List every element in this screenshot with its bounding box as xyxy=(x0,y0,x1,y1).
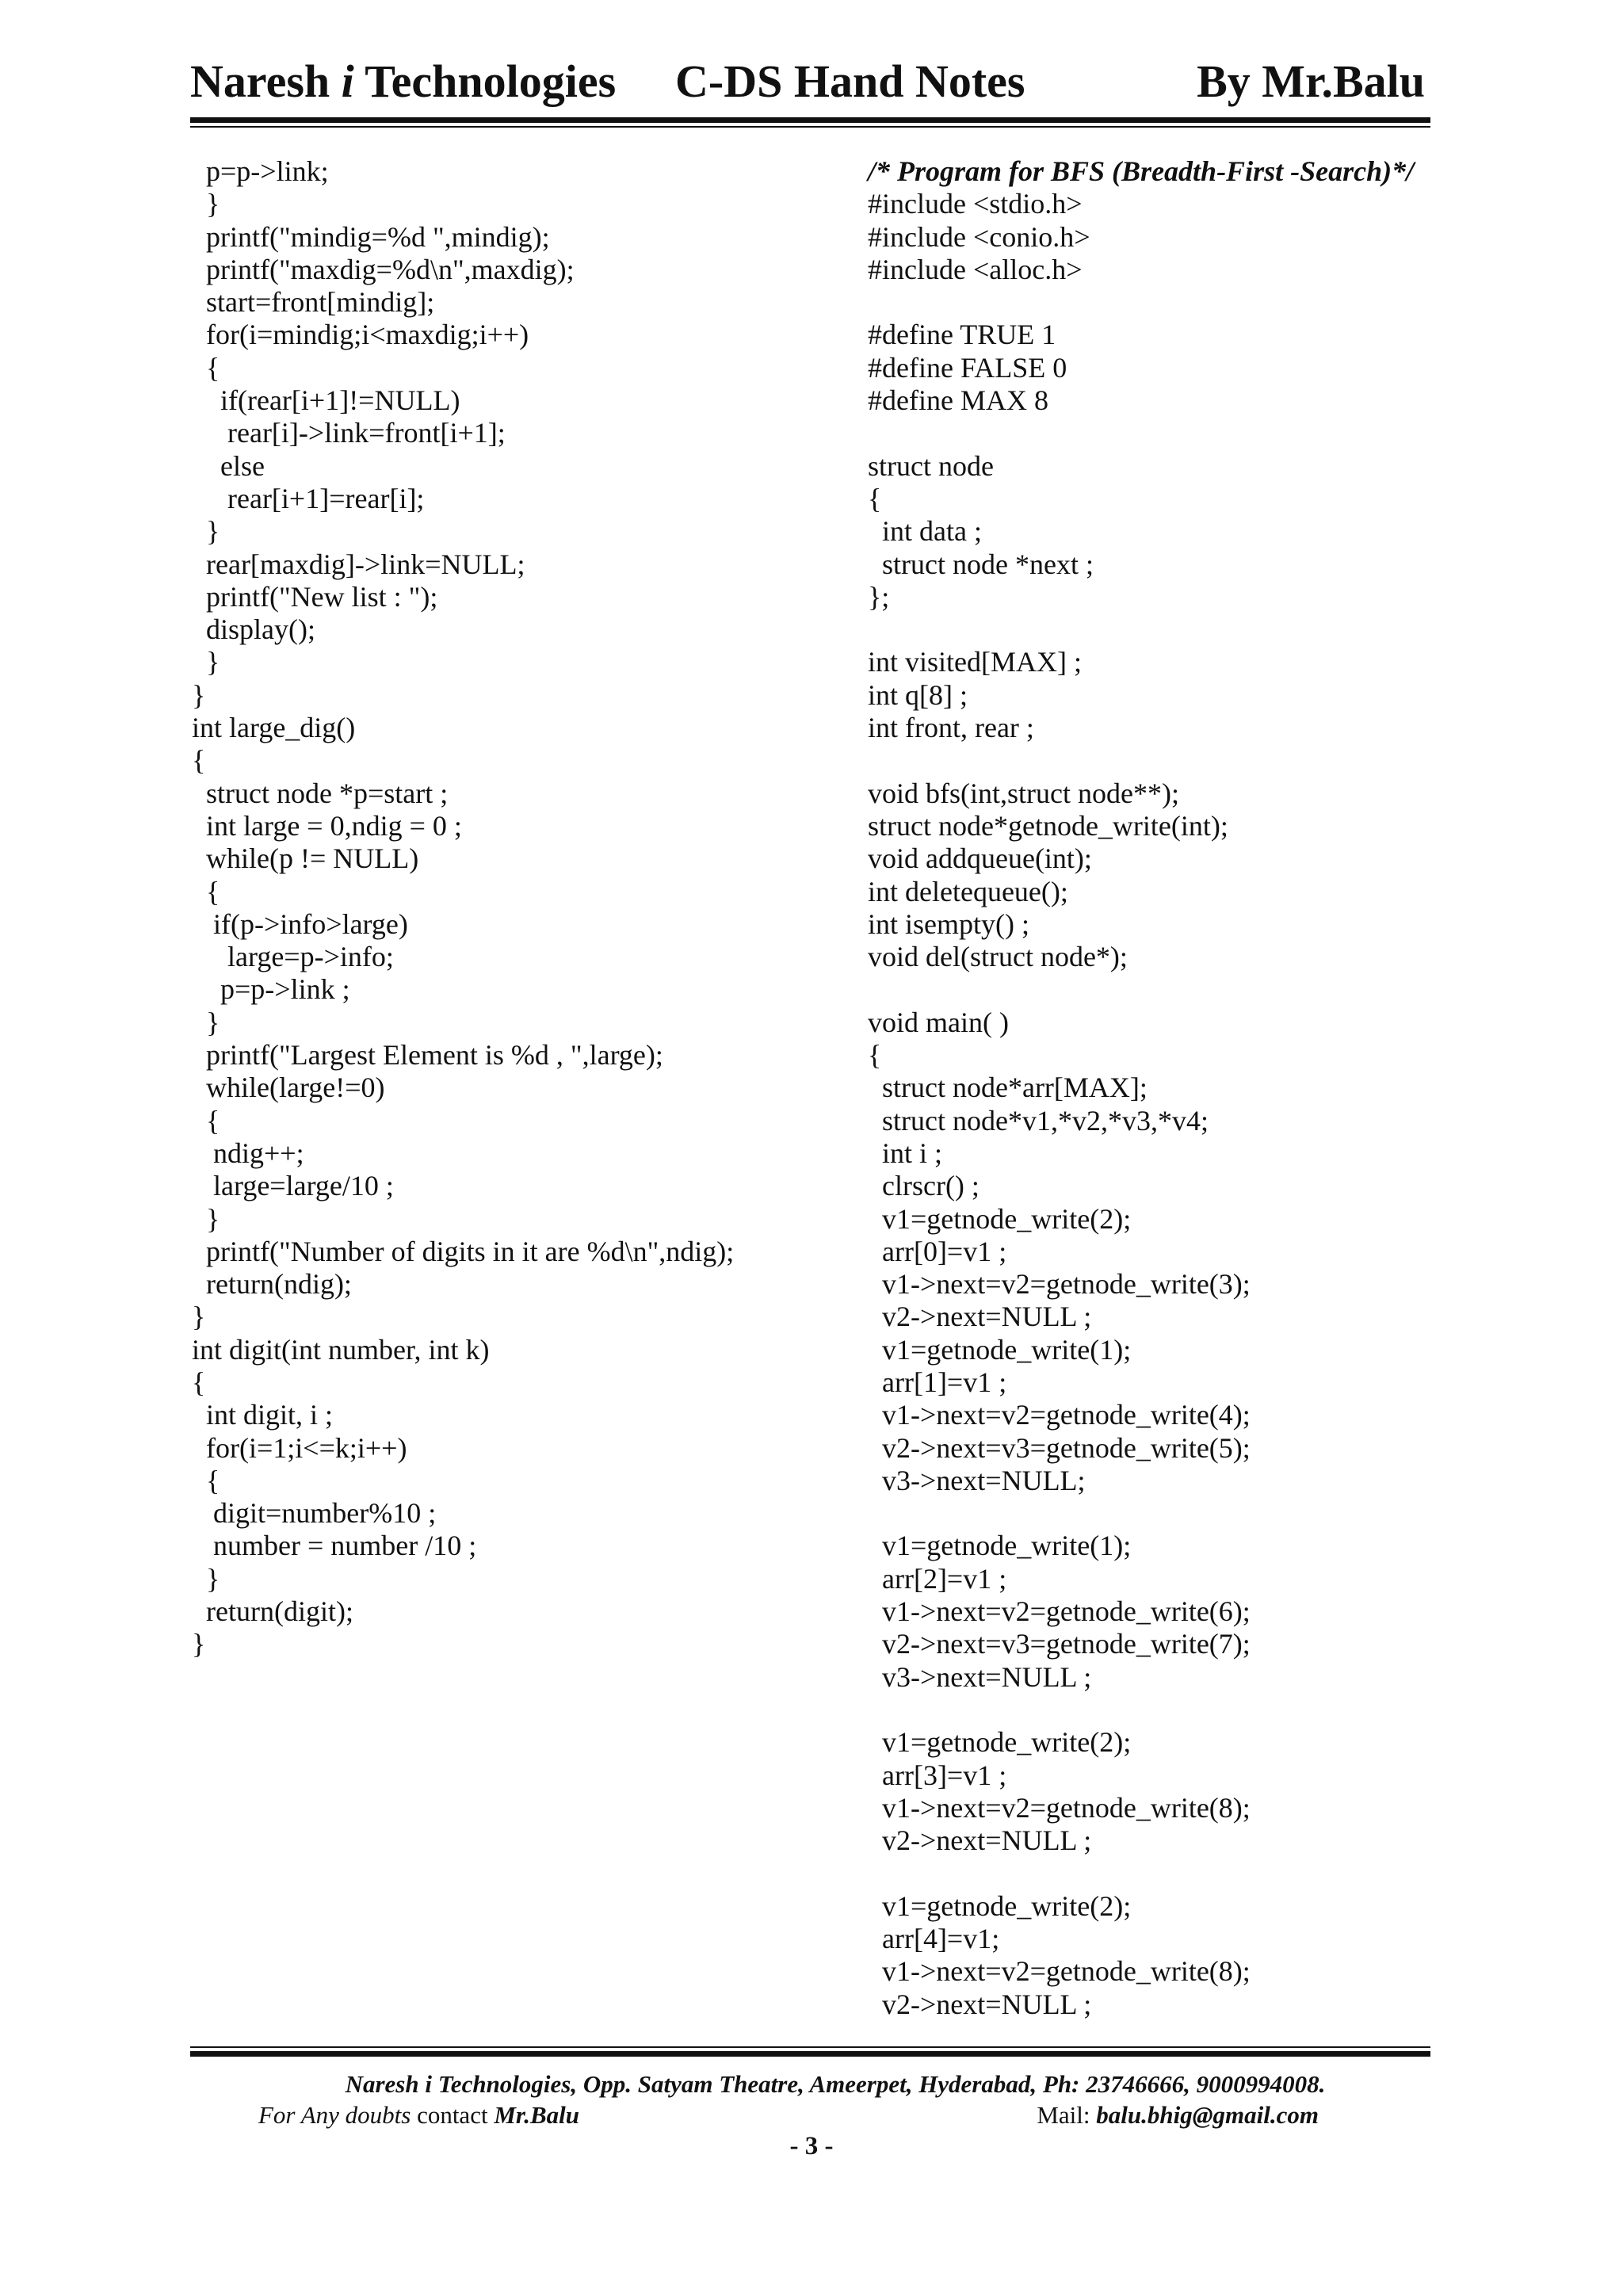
bfs-program-title: /* Program for BFS (Breadth-First -Search)*/ xyxy=(868,155,1415,187)
left-code-line: { xyxy=(192,351,220,384)
left-code-line: } xyxy=(192,678,206,711)
right-code-line xyxy=(868,417,1438,449)
right-code-line: clrscr() ; xyxy=(868,1170,980,1202)
right-code-line xyxy=(868,1857,1438,1889)
left-code-line: } xyxy=(192,188,220,220)
footer-mail: Mail: balu.bhig@gmail.com xyxy=(1037,2101,1319,2129)
right-code-line: v3->next=NULL; xyxy=(868,1464,1086,1496)
right-code-line: v1=getnode_write(2); xyxy=(868,1202,1132,1235)
left-code-line: else xyxy=(192,449,265,482)
left-code-line: digit=number%10 ; xyxy=(192,1497,437,1530)
right-code-line: int q[8] ; xyxy=(868,678,968,711)
right-code-line: int visited[MAX] ; xyxy=(868,646,1082,678)
right-code-line: void del(struct node*); xyxy=(868,941,1128,973)
header-rule-thick xyxy=(190,117,1430,123)
right-code-line xyxy=(868,1497,1438,1530)
right-code-line: void addqueue(int); xyxy=(868,842,1092,875)
right-code-line: #include <alloc.h> xyxy=(868,253,1083,285)
left-code-line: } xyxy=(192,515,220,548)
left-code-line: p=p->link ; xyxy=(192,973,350,1006)
right-code-line: }; xyxy=(868,580,890,613)
left-code-line: while(p != NULL) xyxy=(192,842,419,875)
right-code-line: arr[0]=v1 ; xyxy=(868,1235,1007,1267)
page-header xyxy=(190,54,1426,109)
left-code-line: } xyxy=(192,1562,220,1595)
header-title: C-DS Hand Notes xyxy=(675,55,1025,107)
left-code-line: p=p->link; xyxy=(192,155,329,187)
right-code-line: v2->next=v3=getnode_write(7); xyxy=(868,1628,1251,1660)
right-code-line xyxy=(868,286,1438,319)
left-code-line: int digit, i ; xyxy=(192,1399,334,1431)
left-code-line: } xyxy=(192,646,220,678)
right-code-line xyxy=(868,1694,1438,1726)
left-code-line: return(digit); xyxy=(192,1595,353,1628)
right-code-line: v2->next=NULL ; xyxy=(868,1301,1092,1333)
right-code-line: struct node *next ; xyxy=(868,548,1094,580)
right-code-line: v1->next=v2=getnode_write(4); xyxy=(868,1399,1251,1431)
right-code-line: v2->next=NULL ; xyxy=(868,1824,1092,1857)
header-rule-thin xyxy=(190,126,1430,128)
left-code-line: } xyxy=(192,1628,206,1660)
right-code-line: #define TRUE 1 xyxy=(868,319,1056,351)
right-code-line: v2->next=v3=getnode_write(5); xyxy=(868,1431,1251,1464)
right-code-line: struct node*v1,*v2,*v3,*v4; xyxy=(868,1104,1209,1137)
left-code-line: rear[i]->link=front[i+1]; xyxy=(192,417,506,449)
right-code-line: int isempty() ; xyxy=(868,907,1029,940)
right-code-line: #define FALSE 0 xyxy=(868,351,1067,384)
left-code-column xyxy=(192,155,842,1661)
left-code-line: { xyxy=(192,1464,220,1496)
right-code-line: arr[3]=v1 ; xyxy=(868,1759,1007,1791)
right-code-line: arr[2]=v1 ; xyxy=(868,1562,1007,1595)
right-code-line: v1=getnode_write(2); xyxy=(868,1889,1132,1922)
footer-rule-thick xyxy=(190,2051,1430,2057)
left-code-line: int digit(int number, int k) xyxy=(192,1333,490,1366)
left-code-line: int large_dig() xyxy=(192,712,356,744)
right-code-line: v1->next=v2=getnode_write(8); xyxy=(868,1955,1251,1988)
left-code-line: number = number /10 ; xyxy=(192,1530,477,1562)
right-code-line: v1=getnode_write(1); xyxy=(868,1530,1132,1562)
left-code-line: if(p->info>large) xyxy=(192,907,408,940)
header-company: Naresh i Technologies xyxy=(190,55,617,107)
left-code-line: ndig++; xyxy=(192,1137,304,1169)
left-code-line: { xyxy=(192,744,206,777)
left-code-line: printf("Largest Element is %d , ",large); xyxy=(192,1039,663,1072)
left-code-line: display(); xyxy=(192,613,315,646)
left-code-line: int large = 0,ndig = 0 ; xyxy=(192,809,462,842)
right-code-line: int front, rear ; xyxy=(868,712,1034,744)
left-code-line: { xyxy=(192,1366,206,1398)
footer-address: Naresh i Technologies, Opp. Satyam Theatre, Ameerpet, Hyderabad, Ph: 23746666, 9000994008. xyxy=(345,2070,1326,2098)
right-code-line: { xyxy=(868,1039,882,1072)
left-code-line: struct node *p=start ; xyxy=(192,777,449,809)
right-code-line: #include <stdio.h> xyxy=(868,188,1083,220)
right-code-line: #define MAX 8 xyxy=(868,384,1048,417)
right-code-line xyxy=(868,744,1438,777)
footer-contact: For Any doubts contact Mr.Balu xyxy=(258,2101,580,2129)
right-code-column xyxy=(868,155,1438,2021)
right-code-line xyxy=(868,613,1438,646)
right-code-line: v2->next=NULL ; xyxy=(868,1988,1092,2020)
left-code-line: rear[maxdig]->link=NULL; xyxy=(192,548,525,580)
right-code-line: { xyxy=(868,482,882,514)
left-code-line: } xyxy=(192,1202,220,1235)
right-code-line: v1->next=v2=getnode_write(3); xyxy=(868,1268,1251,1301)
right-code-line: void bfs(int,struct node**); xyxy=(868,777,1179,809)
left-code-line: rear[i+1]=rear[i]; xyxy=(192,482,425,514)
right-code-line: v3->next=NULL ; xyxy=(868,1660,1092,1693)
left-code-line: { xyxy=(192,1104,220,1137)
left-code-line: if(rear[i+1]!=NULL) xyxy=(192,384,460,417)
left-code-line: large=p->info; xyxy=(192,941,394,973)
right-code-line: struct node xyxy=(868,449,994,482)
right-code-line: v1=getnode_write(1); xyxy=(868,1333,1132,1366)
right-code-line: int deletequeue(); xyxy=(868,875,1068,907)
right-code-line: struct node*arr[MAX]; xyxy=(868,1072,1148,1104)
right-code-line: #include <conio.h> xyxy=(868,220,1090,253)
left-code-line: { xyxy=(192,875,220,907)
right-code-line: int i ; xyxy=(868,1137,943,1169)
left-code-line: printf("maxdig=%d\n",maxdig); xyxy=(192,253,575,285)
left-code-line: return(ndig); xyxy=(192,1268,352,1301)
right-code-line: v1->next=v2=getnode_write(6); xyxy=(868,1595,1251,1628)
right-code-line: arr[4]=v1; xyxy=(868,1923,1000,1955)
right-code-line: v1=getnode_write(2); xyxy=(868,1726,1132,1759)
right-code-line: int data ; xyxy=(868,515,982,548)
right-code-line: void main( ) xyxy=(868,1006,1009,1038)
left-code-line: large=large/10 ; xyxy=(192,1170,394,1202)
footer-rule-thin xyxy=(190,2046,1430,2048)
left-code-line: } xyxy=(192,1006,220,1038)
left-code-line: for(i=1;i<=k;i++) xyxy=(192,1431,407,1464)
header-author: By Mr.Balu xyxy=(1197,55,1425,107)
left-code-line: printf("New list : "); xyxy=(192,580,438,613)
right-code-line: struct node*getnode_write(int); xyxy=(868,809,1228,842)
right-code-line: v1->next=v2=getnode_write(8); xyxy=(868,1791,1251,1824)
left-code-line: printf("mindig=%d ",mindig); xyxy=(192,220,550,253)
left-code-line: start=front[mindig]; xyxy=(192,286,435,319)
left-code-line: } xyxy=(192,1301,206,1333)
right-code-line: arr[1]=v1 ; xyxy=(868,1366,1007,1398)
right-code-line xyxy=(868,973,1438,1006)
left-code-line: for(i=mindig;i<maxdig;i++) xyxy=(192,319,529,351)
left-code-line: printf("Number of digits in it are %d\n",ndig); xyxy=(192,1235,735,1267)
page-number: - 3 - xyxy=(789,2132,834,2160)
left-code-line: while(large!=0) xyxy=(192,1072,385,1104)
